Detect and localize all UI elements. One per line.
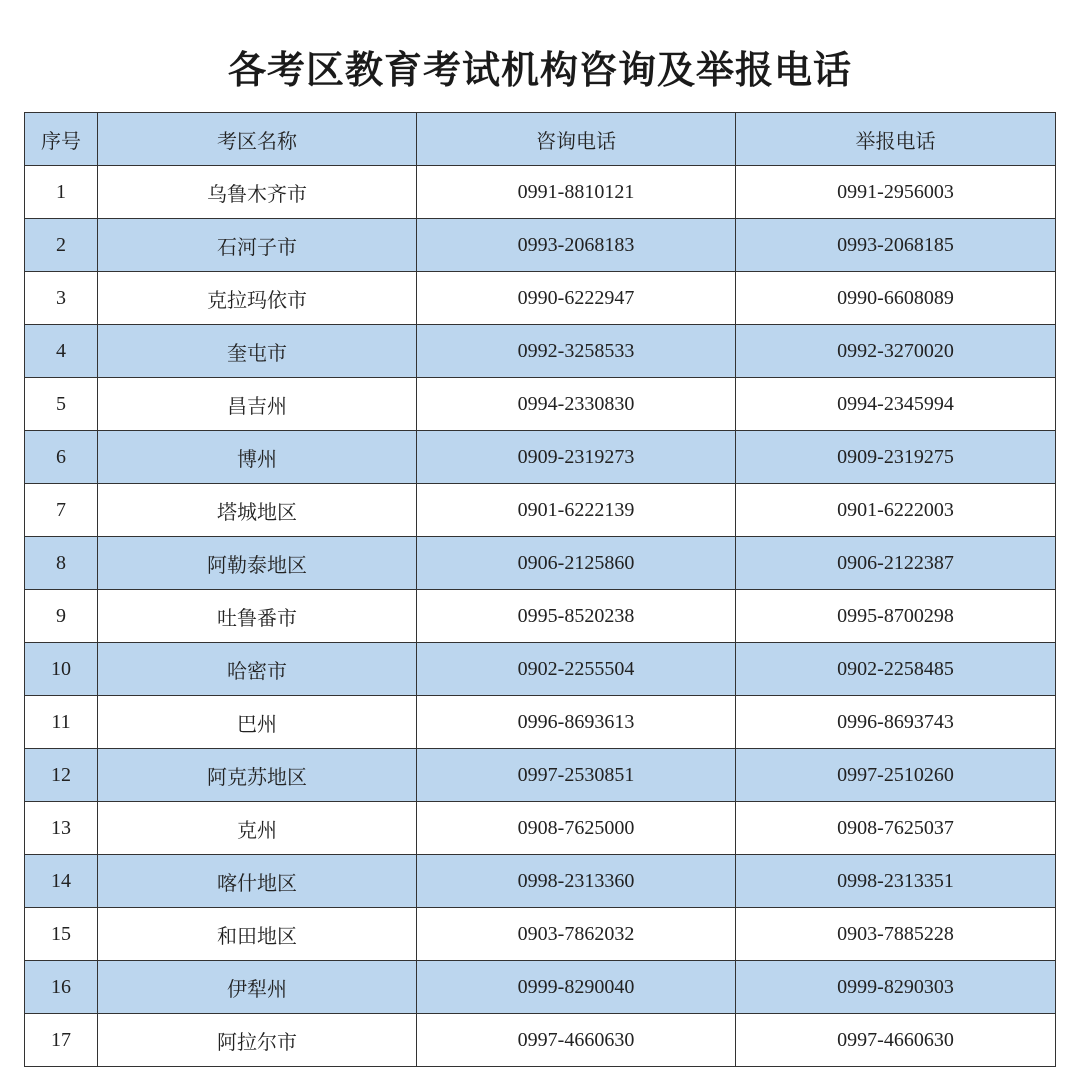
cell-report-phone: 0902-2258485 (736, 643, 1056, 696)
cell-number: 9 (25, 590, 98, 643)
cell-number: 2 (25, 219, 98, 272)
cell-report-phone: 0903-7885228 (736, 908, 1056, 961)
cell-region-name: 阿克苏地区 (98, 749, 417, 802)
cell-region-name: 喀什地区 (98, 855, 417, 908)
cell-number: 10 (25, 643, 98, 696)
cell-consult-phone: 0901-6222139 (417, 484, 736, 537)
column-header-report-phone: 举报电话 (736, 113, 1056, 166)
table-row (25, 431, 1056, 484)
cell-number: 5 (25, 378, 98, 431)
cell-number: 15 (25, 908, 98, 961)
cell-report-phone: 0991-2956003 (736, 166, 1056, 219)
cell-number: 16 (25, 961, 98, 1014)
cell-consult-phone: 0906-2125860 (417, 537, 736, 590)
cell-region-name: 和田地区 (98, 908, 417, 961)
cell-report-phone: 0995-8700298 (736, 590, 1056, 643)
cell-number: 7 (25, 484, 98, 537)
cell-region-name: 石河子市 (98, 219, 417, 272)
column-header-number: 序号 (25, 113, 98, 166)
table-row (25, 855, 1056, 908)
cell-number: 1 (25, 166, 98, 219)
cell-number: 12 (25, 749, 98, 802)
cell-consult-phone: 0999-8290040 (417, 961, 736, 1014)
cell-consult-phone: 0908-7625000 (417, 802, 736, 855)
cell-consult-phone: 0996-8693613 (417, 696, 736, 749)
cell-region-name: 昌吉州 (98, 378, 417, 431)
cell-region-name: 阿拉尔市 (98, 1014, 417, 1067)
cell-report-phone: 0996-8693743 (736, 696, 1056, 749)
cell-consult-phone: 0995-8520238 (417, 590, 736, 643)
cell-region-name: 博州 (98, 431, 417, 484)
table-row (25, 219, 1056, 272)
cell-number: 3 (25, 272, 98, 325)
table-body (25, 166, 1056, 1067)
cell-report-phone: 0992-3270020 (736, 325, 1056, 378)
page-title: 各考区教育考试机构咨询及举报电话 (227, 48, 852, 92)
table-row (25, 696, 1056, 749)
cell-report-phone: 0990-6608089 (736, 272, 1056, 325)
cell-consult-phone: 0909-2319273 (417, 431, 736, 484)
table-row (25, 166, 1056, 219)
cell-region-name: 克拉玛依市 (98, 272, 417, 325)
cell-consult-phone: 0902-2255504 (417, 643, 736, 696)
column-header-region: 考区名称 (98, 113, 417, 166)
cell-region-name: 塔城地区 (98, 484, 417, 537)
cell-region-name: 乌鲁木齐市 (98, 166, 417, 219)
cell-report-phone: 0906-2122387 (736, 537, 1056, 590)
cell-report-phone: 0901-6222003 (736, 484, 1056, 537)
cell-number: 4 (25, 325, 98, 378)
cell-region-name: 阿勒泰地区 (98, 537, 417, 590)
cell-region-name: 伊犁州 (98, 961, 417, 1014)
cell-consult-phone: 0991-8810121 (417, 166, 736, 219)
cell-report-phone: 0908-7625037 (736, 802, 1056, 855)
table-row (25, 749, 1056, 802)
table-row (25, 590, 1056, 643)
cell-region-name: 巴州 (98, 696, 417, 749)
table-row (25, 908, 1056, 961)
cell-report-phone: 0998-2313351 (736, 855, 1056, 908)
cell-consult-phone: 0990-6222947 (417, 272, 736, 325)
table-row (25, 537, 1056, 590)
column-header-consult-phone: 咨询电话 (417, 113, 736, 166)
cell-report-phone: 0909-2319275 (736, 431, 1056, 484)
cell-report-phone: 0994-2345994 (736, 378, 1056, 431)
cell-number: 17 (25, 1014, 98, 1067)
cell-consult-phone: 0997-2530851 (417, 749, 736, 802)
cell-consult-phone: 0998-2313360 (417, 855, 736, 908)
contacts-table (24, 112, 1056, 1067)
table-row (25, 325, 1056, 378)
cell-report-phone: 0997-4660630 (736, 1014, 1056, 1067)
cell-consult-phone: 0903-7862032 (417, 908, 736, 961)
cell-consult-phone: 0993-2068183 (417, 219, 736, 272)
cell-report-phone: 0993-2068185 (736, 219, 1056, 272)
cell-number: 8 (25, 537, 98, 590)
cell-number: 14 (25, 855, 98, 908)
cell-region-name: 哈密市 (98, 643, 417, 696)
table-row (25, 802, 1056, 855)
cell-consult-phone: 0992-3258533 (417, 325, 736, 378)
cell-number: 13 (25, 802, 98, 855)
cell-number: 6 (25, 431, 98, 484)
table-row (25, 643, 1056, 696)
cell-number: 11 (25, 696, 98, 749)
cell-report-phone: 0997-2510260 (736, 749, 1056, 802)
cell-region-name: 吐鲁番市 (98, 590, 417, 643)
cell-report-phone: 0999-8290303 (736, 961, 1056, 1014)
table-row (25, 378, 1056, 431)
table-header-row (25, 113, 1056, 166)
cell-consult-phone: 0997-4660630 (417, 1014, 736, 1067)
table-row (25, 272, 1056, 325)
table-row (25, 484, 1056, 537)
table-row (25, 961, 1056, 1014)
cell-region-name: 克州 (98, 802, 417, 855)
cell-consult-phone: 0994-2330830 (417, 378, 736, 431)
table-row (25, 1014, 1056, 1067)
cell-region-name: 奎屯市 (98, 325, 417, 378)
